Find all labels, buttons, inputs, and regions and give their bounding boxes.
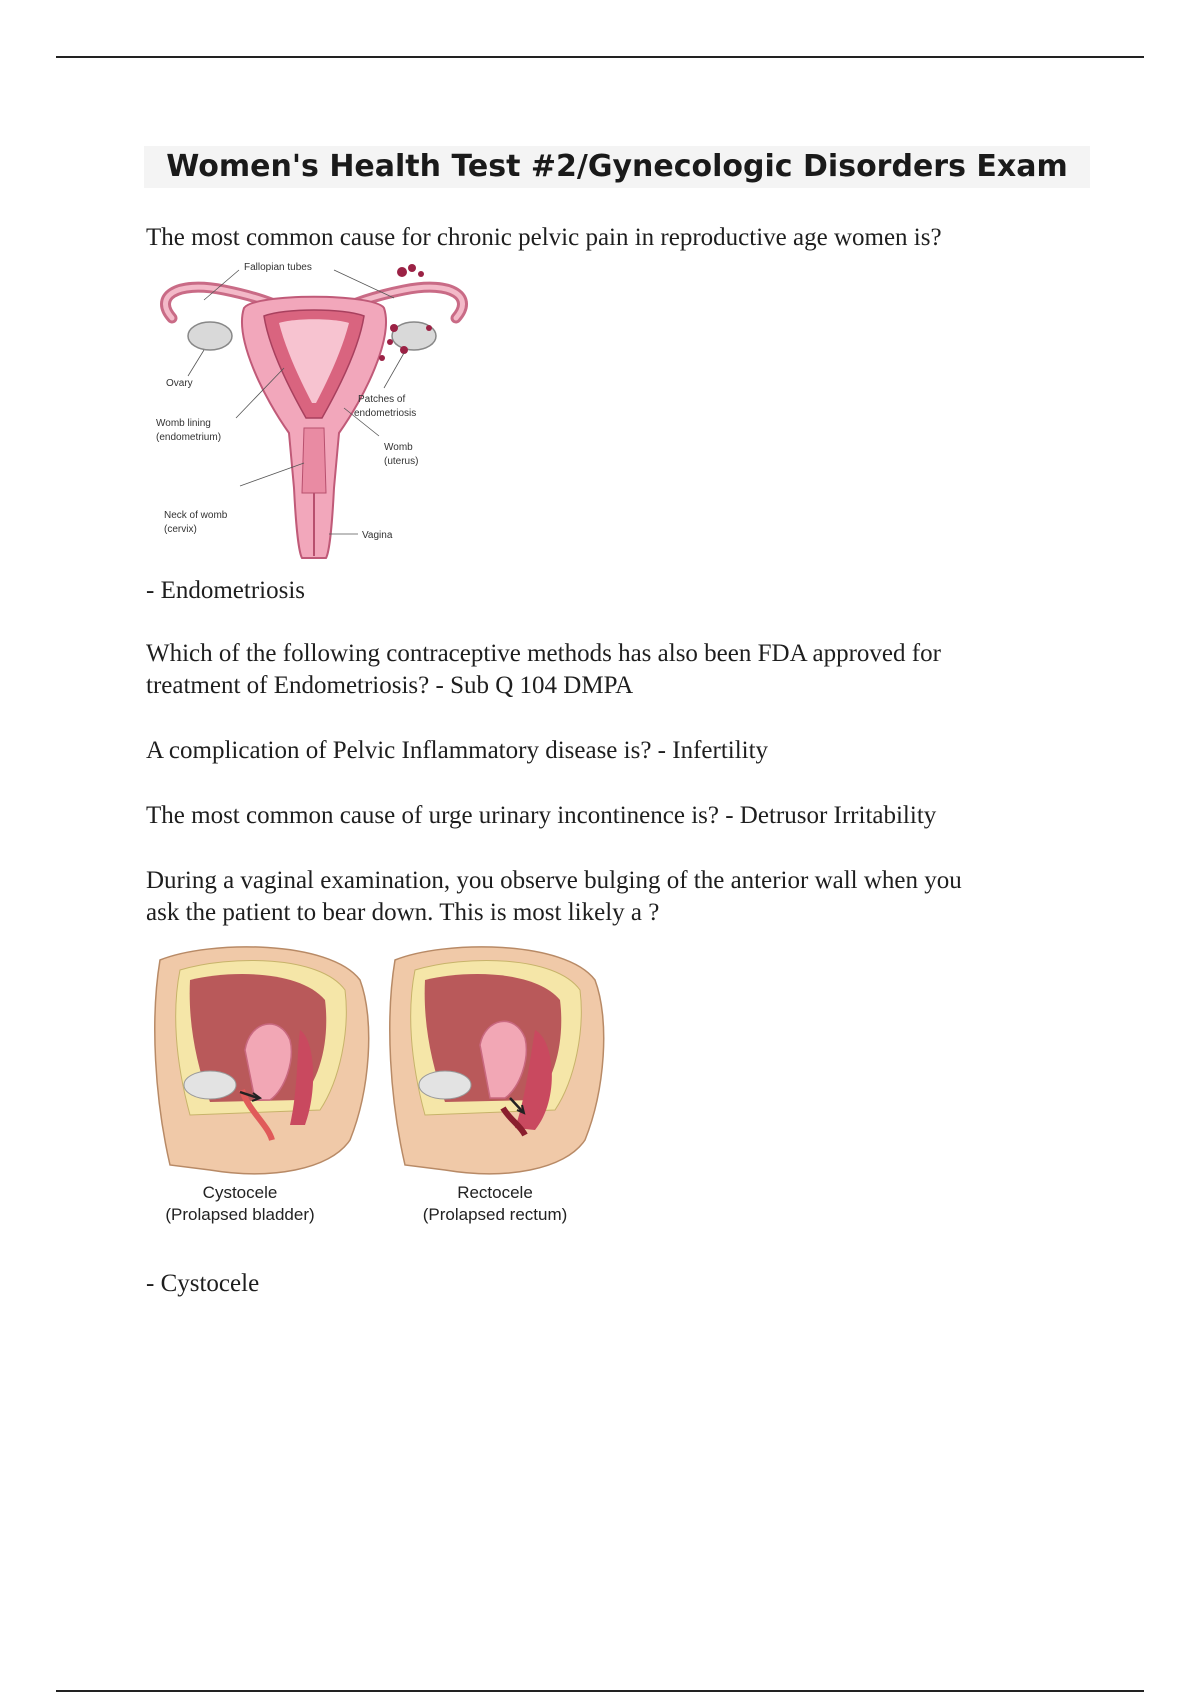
answer-5: - Cystocele: [146, 1270, 260, 1297]
prolapse-diagram: [150, 940, 610, 1240]
cystocele-illustration: [155, 947, 369, 1224]
label-neck-2: (cervix): [164, 524, 197, 535]
header-rule: [56, 56, 1144, 58]
label-lining-1: Womb lining: [156, 418, 211, 429]
label-neck-1: Neck of womb: [164, 510, 228, 521]
rectocele-caption-2: (Prolapsed rectum): [422, 1205, 568, 1224]
question-3: A complication of Pelvic Inflammatory disease is? - Infertility: [146, 737, 769, 764]
question-4: The most common cause of urge urinary incontinence is? - Detrusor Irritability: [146, 802, 937, 829]
label-ovary: Ovary: [166, 378, 193, 389]
question-2-line-1: Which of the following contraceptive methods has also been FDA approved for: [146, 640, 941, 667]
label-womb-2: (uterus): [384, 456, 419, 467]
question-2-line-2: treatment of Endometriosis? - Sub Q 104 DMPA: [146, 672, 634, 699]
label-vagina: Vagina: [362, 530, 393, 541]
page-title: Women's Health Test #2/Gynecologic Disorders Exam: [144, 146, 1090, 188]
question-5-line-1: During a vaginal examination, you observe bulging of the anterior wall when you: [146, 867, 962, 894]
uterus-diagram: [144, 258, 484, 568]
label-patches-2: endometriosis: [354, 408, 417, 419]
label-womb-1: Womb: [384, 442, 413, 453]
label-lining-2: (endometrium): [156, 432, 222, 443]
footer-rule: [56, 1690, 1144, 1692]
question-5-line-2: ask the patient to bear down. This is most likely a ?: [146, 899, 660, 926]
rectocele-illustration: [390, 947, 604, 1224]
question-1: The most common cause for chronic pelvic pain in reproductive age women is?: [146, 224, 942, 251]
label-patches-1: Patches of: [358, 394, 406, 405]
answer-1: - Endometriosis: [146, 577, 306, 604]
rectocele-caption-1: Rectocele: [457, 1183, 533, 1202]
label-fallopian-tubes: Fallopian tubes: [244, 262, 312, 273]
cystocele-caption-1: Cystocele: [202, 1183, 278, 1202]
cystocele-caption-2: (Prolapsed bladder): [165, 1205, 315, 1224]
